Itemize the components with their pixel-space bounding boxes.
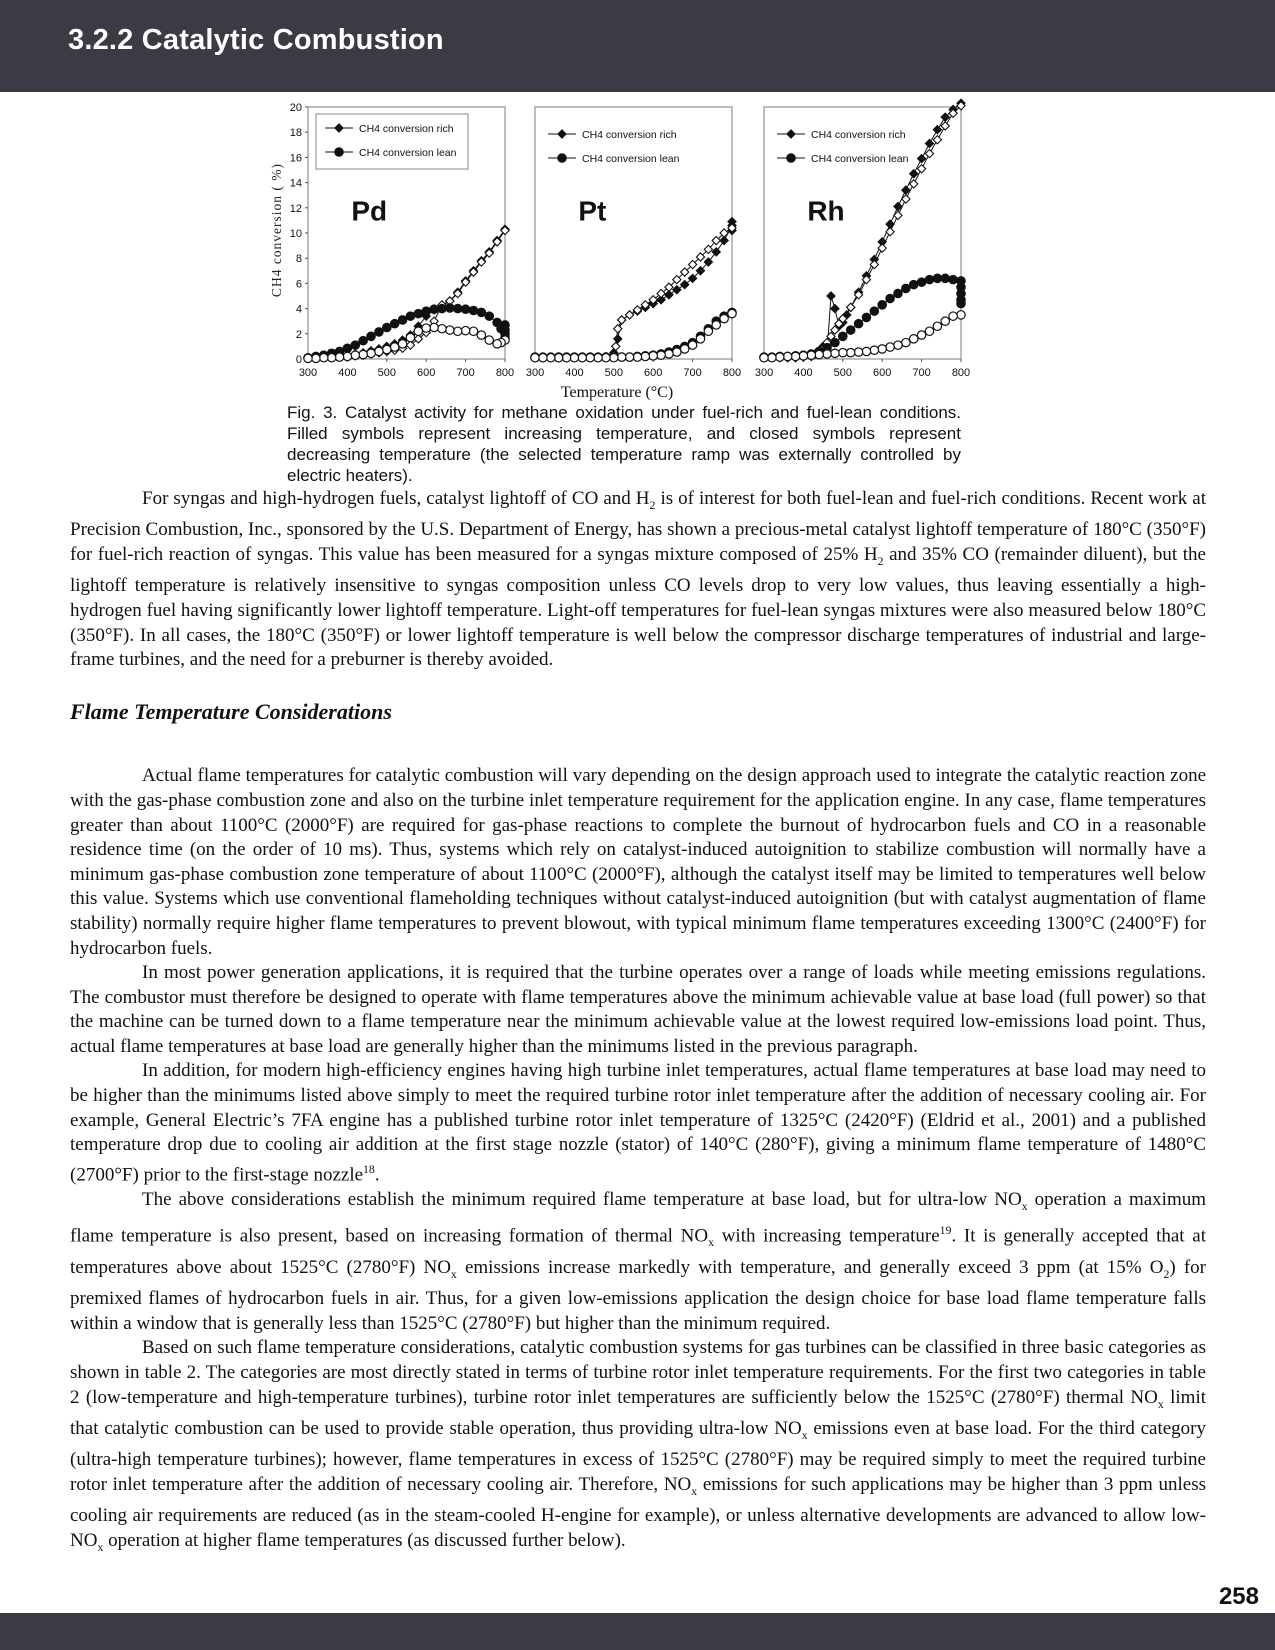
- paragraph-group-1: [70, 487, 1206, 673]
- svg-text:400: 400: [565, 367, 584, 379]
- chart-pd: [262, 102, 513, 383]
- svg-text:800: 800: [722, 367, 742, 379]
- svg-text:CH4 conversion rich: CH4 conversion rich: [811, 129, 906, 141]
- chart-rh: [754, 102, 971, 383]
- section-heading: Flame Temperature Considerations: [70, 698, 392, 724]
- svg-text:400: 400: [338, 367, 357, 379]
- svg-text:20: 20: [289, 102, 302, 114]
- paragraph: In most power generation applications, it is required that the turbine operates over a range of loads while meeting emissions regulations. The combustor must therefore be designed to operate with flame temperatures above the minimum achievable value at base load (full power) so that the machine can be turned down to a flame temperature near the minimum achievable value at the lowest required low-emissions load point. Thus, actual flame temperatures at base load are generally higher than the minimums listed in the previous paragraph.: [70, 962, 1206, 1057]
- svg-text:14: 14: [289, 177, 302, 190]
- svg-text:500: 500: [833, 367, 852, 379]
- svg-text:300: 300: [754, 367, 774, 379]
- svg-text:8: 8: [295, 253, 302, 266]
- svg-text:800: 800: [951, 367, 971, 379]
- paragraph-group-2: [70, 764, 1206, 1560]
- paragraph: In addition, for modern high-efficiency engines having high turbine inlet temperatures, actual flame temperatures at base load may need to be higher than the minimums listed above simply to meet the required turbine rotor inlet temperature after the addition of necessary cooling air. For example, General Electric’s 7FA engine has a published turbine rotor inlet temperature of 1325°C (2420°F) (Eldrid et al., 2001) and a published temperature drop due to cooling air addition at the first stage nozzle (stator) of 140°C (280°F), giving a minimum flame temperature of 1480°C (2700°F) prior to the first-stage nozzle$^{18}$.: [70, 1060, 1206, 1186]
- svg-text:CH4 conversion lean: CH4 conversion lean: [359, 147, 457, 159]
- svg-text:800: 800: [495, 367, 515, 379]
- footer-bar: [0, 1613, 1275, 1650]
- svg-text:600: 600: [644, 367, 663, 379]
- svg-text:700: 700: [912, 367, 931, 379]
- svg-text:700: 700: [683, 367, 702, 379]
- paragraph: For syngas and high-hydrogen fuels, catalyst lightoff of CO and $H_2$ is of interest for both fuel-lean and fuel-rich conditions. Recent work at Precision Combustion, Inc., sponsored by the U.S. Department of Energy, has shown a precious-metal catalyst lightoff temperature of 180°C (350°F) for fuel-rich reaction of syngas. This value has been measured for a syngas mixture composed of 25% $H_2$ and 35% CO (remainder diluent), but the lightoff temperature is relatively insensitive to syngas composition unless CO levels drop to very low values, thus leaving essentially a high-hydrogen fuel having significantly lower lightoff temperature. Light-off temperatures for fuel-lean syngas mixtures were also measured below 180°C (350°F). In all cases, the 180°C (350°F) or lower lightoff temperature is well below the compressor discharge temperatures of industrial and large-frame turbines, and the need for a preburner is thereby avoided.: [70, 488, 1206, 671]
- svg-text:0: 0: [295, 354, 302, 366]
- svg-text:16: 16: [289, 152, 302, 165]
- page-number: 258: [1218, 1583, 1259, 1610]
- svg-text:300: 300: [525, 367, 545, 379]
- svg-text:600: 600: [417, 367, 436, 379]
- svg-text:500: 500: [377, 367, 396, 379]
- chart-title-pt: Pt: [578, 195, 607, 227]
- y-axis-label: CH4 conversion ( %): [269, 162, 284, 298]
- paragraph: Based on such flame temperature considerations, catalytic combustion systems for gas turbines can be classified in three basic categories as shown in table 2. The categories are most directly stated in terms of turbine rotor inlet temperature requirements. For the first two categories in table 2 (low-temperature and high-temperature turbines), turbine rotor inlet temperatures are sufficiently below the 1525°C (2780°F) thermal $NO_x$ limit that catalytic combustion can be used to provide stable operation, thus providing ultra-low $NO_x$ emissions even at base load. For the third category (ultra-high temperature turbines); however, flame temperatures in excess of 1525°C (2780°F) may be required simply to meet the required turbine rotor inlet temperature after the addition of necessary cooling air. Therefore, $NO_x$ emissions for such applications may be higher than 3 ppm unless cooling air requirements are reduced (as in the steam-cooled H-engine for example), or unless alternative developments are advanced to allow low-$NO_x$ operation at higher flame temperatures (as discussed further below).: [70, 1337, 1206, 1554]
- svg-text:500: 500: [604, 367, 623, 379]
- svg-text:4: 4: [295, 303, 302, 316]
- paragraph: The above considerations establish the minimum required flame temperature at base load, but for ultra-low $NO_x$ operation a maximum flame temperature is also present, based on increasing formation of thermal $NO_x$ with increasing temperature$^{19}$. It is generally accepted that at temperatures above about 1525°C (2780°F) $NO_x$ emissions increase markedly with temperature, and generally exceed 3 ppm (at 15% $O_2$) for premixed flames of hydrocarbon fuels in air. Thus, for a given low-emissions application the design choice for base load flame temperature falls within a window that is generally less than 1525°C (2780°F) but higher than the minimum required.: [70, 1188, 1207, 1334]
- chart-pt: [525, 102, 742, 383]
- svg-text:18: 18: [289, 127, 302, 140]
- page-title: 3.2.2 Catalytic Combustion: [68, 24, 444, 56]
- svg-text:300: 300: [298, 367, 318, 379]
- svg-text:600: 600: [873, 367, 892, 379]
- svg-text:700: 700: [456, 367, 475, 379]
- x-axis-label: Temperature (°C): [560, 384, 674, 401]
- svg-text:12: 12: [289, 202, 302, 215]
- svg-text:6: 6: [295, 278, 302, 291]
- svg-text:400: 400: [794, 367, 813, 379]
- svg-text:CH4 conversion rich: CH4 conversion rich: [359, 123, 454, 135]
- svg-text:2: 2: [295, 328, 302, 341]
- header-bar: [0, 0, 1275, 92]
- body-text: [70, 487, 1206, 1560]
- svg-text:10: 10: [289, 228, 302, 240]
- svg-text:CH4 conversion lean: CH4 conversion lean: [582, 153, 680, 165]
- chart-title-pd: Pd: [351, 195, 388, 227]
- paragraph: Actual flame temperatures for catalytic combustion will vary depending on the design approach used to integrate the catalytic reaction zone with the gas-phase combustion zone and also on the turbine inlet temperature requirement for the application engine. In any case, flame temperatures greater than about 1100°C (2000°F) are required for gas-phase reactions to complete the burnout of hydrocarbon fuels and CO in a reasonable residence time (on the order of 10 ms). Thus, systems which rely on catalyst-induced autoignition to stabilize combustion will normally have a minimum gas-phase combustion zone temperature of about 1100°C (2000°F), although the catalyst itself may be limited to temperatures well below this value. Systems which use conventional flameholding techniques without catalyst-induced autoignition (but with catalyst augmentation of flame stability) normally require higher flame temperatures to prevent blowout, with typical minimum flame temperatures exceeding 1300°C (2400°F) for hydrocarbon fuels.: [70, 765, 1206, 959]
- chart-title-rh: Rh: [807, 195, 845, 227]
- figure-caption: Fig. 3. Catalyst activity for methane oxidation under fuel-rich and fuel-lean conditions. Filled symbols represent increasing temperature, and closed symbols represent decreasing temperature (the selected temperature ramp was externally controlled by electric heaters).: [287, 403, 961, 485]
- figure-chart-row: [262, 102, 969, 383]
- svg-text:CH4 conversion lean: CH4 conversion lean: [811, 153, 909, 165]
- svg-text:CH4 conversion rich: CH4 conversion rich: [582, 129, 677, 141]
